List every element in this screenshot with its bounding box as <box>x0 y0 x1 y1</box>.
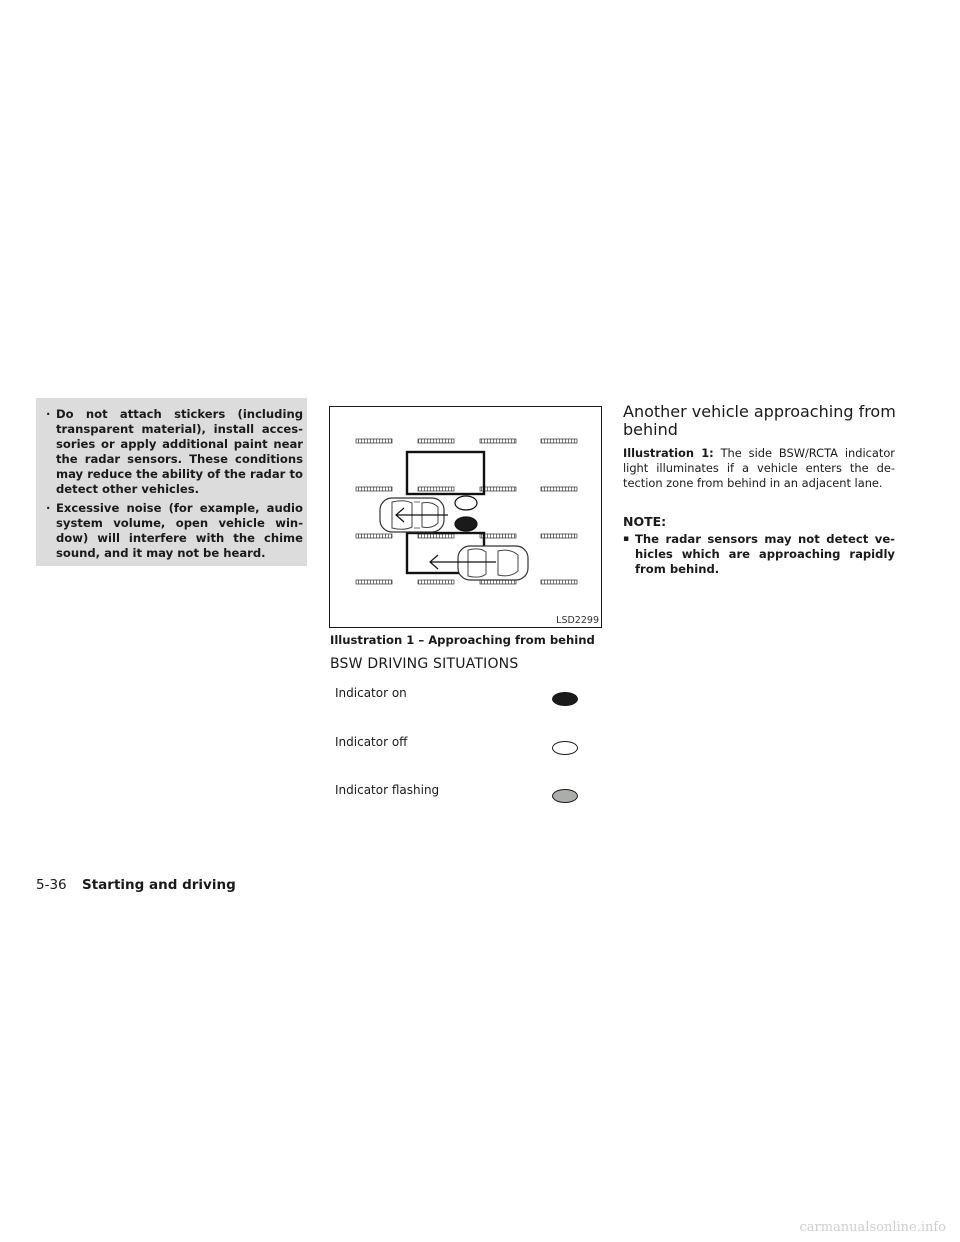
legend-label: Indicator on <box>335 686 407 700</box>
indicator-off-lamp <box>455 496 477 510</box>
note-title: NOTE: <box>623 514 667 529</box>
caution-item: · Excessive noise (for example, audio system volume, open vehicle win- dow) will interfere with the chime sound, and it may not be heard. <box>46 501 303 561</box>
figure-code: LSD2299 <box>556 615 599 626</box>
lane-diagram <box>330 407 601 627</box>
note-list <box>623 532 895 577</box>
paragraph-text: The side BSW/RCTA indicator light illuminates if a vehicle enters the de- tection zone from behind in an adjacent lane. <box>623 446 895 490</box>
indicator-flashing-icon <box>552 789 578 803</box>
legend-label: Indicator flashing <box>335 783 440 797</box>
figure-caption: Illustration 1 – Approaching from behind <box>330 633 595 647</box>
caution-box <box>36 398 307 566</box>
page-number: 5-36 <box>36 877 67 893</box>
own-vehicle <box>380 498 448 532</box>
paragraph-lead: Illustration 1: <box>623 446 714 460</box>
chapter-title: Starting and driving <box>82 877 236 893</box>
body-paragraph <box>623 446 895 491</box>
illustration-figure <box>329 406 602 628</box>
caution-item: · Do not attach stickers (including transparent material), install acces- sories or apply additional paint near the radar sensors. These conditions may reduce the ability of the radar to detect other vehicles. <box>46 407 303 497</box>
indicator-on-lamp <box>455 517 477 531</box>
caution-list <box>46 407 303 561</box>
legend-row-off <box>335 735 580 757</box>
indicator-off-icon <box>552 741 578 755</box>
legend-row-flashing <box>335 783 580 805</box>
watermark: carmanualsonline.info <box>799 1220 946 1235</box>
indicator-on-icon <box>552 692 578 706</box>
legend-label: Indicator off <box>335 735 408 749</box>
bsw-section-title: BSW DRIVING SITUATIONS <box>330 656 519 672</box>
note-item: ▪ The radar sensors may not detect ve- hicles which are approaching rapidly from behind. <box>623 532 895 577</box>
approaching-vehicle <box>430 546 528 580</box>
legend-row-on <box>335 686 580 708</box>
section-heading: Another vehicle approaching from behind <box>623 402 896 439</box>
